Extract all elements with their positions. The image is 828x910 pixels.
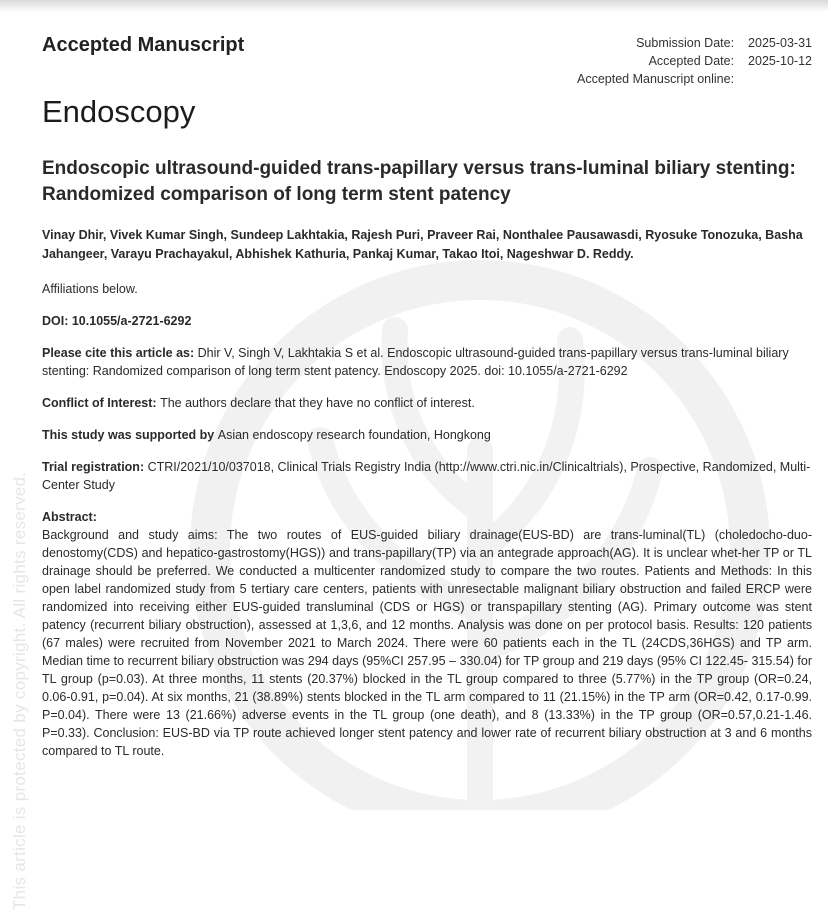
manuscript-header [42,34,812,86]
coi-text: The authors declare that they have no conflict of interest. [160,396,475,410]
funding-statement [42,426,812,444]
submission-date-row: Submission Date: 2025-03-31 [636,36,812,50]
online-date-row: Accepted Manuscript online: [577,72,735,86]
doi-label: DOI: [42,314,72,328]
coi-label: Conflict of Interest: [42,396,161,410]
conflict-of-interest [42,394,812,412]
accepted-date-row: Accepted Date: 2025-10-12 [648,54,812,68]
trial-registration [42,458,812,494]
copyright-notice: This article is protected by copyright. All rights reserved. [10,471,29,910]
citation-label: Please cite this article as: [42,346,198,360]
journal-title: Endoscopy [42,94,196,129]
article-title: Endoscopic ultrasound-guided trans-papillary versus trans-luminal biliary stenting: Randomized comparison of long term stent patency [42,158,796,205]
trial-label: Trial registration: [42,460,148,474]
author-list: Vinay Dhir, Vivek Kumar Singh, Sundeep Lakhtakia, Rajesh Puri, Praveer Rai, Nonthalee Pausawasdi, Ryosuke Tonozuka, Basha Jahangeer, Varayu Prachayakul, Abhishek Kathuria, Pankaj Kumar, Takao Itoi, Nageshwar D. Reddy. [42,228,803,261]
manuscript-dates [577,34,812,88]
doi-value[interactable]: 10.1055/a-2721-6292 [71,314,192,328]
article-body [42,156,812,760]
citation-text: Dhir V, Singh V, Lakhtakia S et al. Endoscopic ultrasound-guided trans-papillary versus trans-luminal biliary stenting: Randomized comparison of long term stent patency. Endoscopy 2025. doi: 10.1055/a-2721-6292 [42,346,789,378]
trial-text: CTRI/2021/10/037018, Clinical Trials Registry India (http://www.ctri.nic.in/Clinicaltrials), Prospective, Randomized, Multi-Center Study [42,460,811,492]
doi-line [42,312,812,330]
funding-label: This study was supported by [42,428,218,442]
abstract-text: Background and study aims: The two routes of EUS-guided biliary drainage(EUS-BD) are trans-luminal(TL) (choledocho-duo-denostomy(CDS) and hepatico-gastrostomy(HGS)) and trans-papillary(TP) via an antegrade approach(AG). It is unclear whet-her TP or TL drainage should be preferred. We conducted a multicenter randomized study to compare the two routes. Patients and Methods: In this open label randomized study from 5 tertiary care centers, patients with unresectable malignant biliary obstruction and failed ERCP were randomized into receiving either EUS-guided transluminal (CDS or HGS) or transpapillary stenting (AG). Primary outcome was stent patency (recurrent biliary obstruction), assessed at 1,3,6, and 12 months. Analysis was done on per protocol basis. Results: 120 patients (67 males) were recruited from November 2021 to March 2024. There were 60 patients each in the TL (24CDS,36HGS) and TP arm. Median time to recurrent biliary obstruction was 294 days (95%CI 257.95 – 330.04) for TP group and 219 days (95% CI 122.45- 315.54) for TL group (p=0.03). At three months, 11 stents (20.37%) blocked in the TL group compared to three (5.77%) in the TP group (OR=0.24, 0.06-0.91, p=0.04). At six months, 21 (38.89%) stents blocked in the TL arm compared to 11 (21.15%) in the TP arm (OR=0.42, 0.17-0.99. P=0.04). There were 13 (21.66%) adverse events in the TL group (one death), and 8 (13.33%) in the TP group (OR=0.57,0.21-1.46. P=0.33). Conclusion: EUS-BD via TP route achieved longer stent patency and lower rate of recurrent biliary obstruction at 3 and 6 months compared to TL route. [42,528,812,758]
affiliations-note: Affiliations below. [42,282,138,296]
citation-block [42,344,812,380]
abstract-heading: Abstract: [42,510,97,524]
funding-text: Asian endoscopy research foundation, Hongkong [217,428,491,442]
top-shadow [0,0,828,12]
accepted-manuscript-label: Accepted Manuscript [42,34,245,56]
